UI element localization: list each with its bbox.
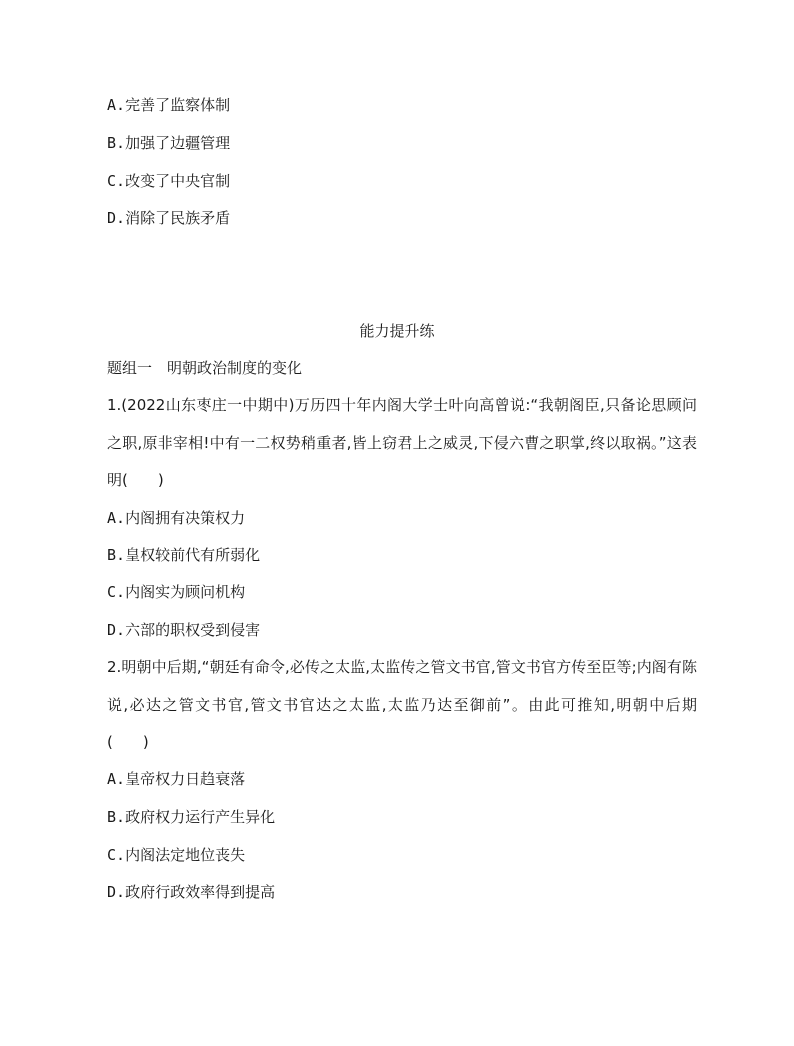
option-letter: D. bbox=[107, 209, 126, 227]
q1-option-d bbox=[107, 620, 260, 640]
option-letter: C. bbox=[107, 172, 126, 190]
option-text: 完善了监察体制 bbox=[125, 96, 231, 114]
option-letter: A. bbox=[107, 96, 126, 114]
option-text: 皇帝权力日趋衰落 bbox=[125, 770, 246, 788]
option-text: 政府权力运行产生异化 bbox=[125, 808, 276, 826]
q2-option-c bbox=[107, 845, 245, 865]
option-letter: B. bbox=[107, 546, 126, 564]
prev-option-d bbox=[107, 208, 230, 228]
option-letter: B. bbox=[107, 134, 126, 152]
option-letter: A. bbox=[107, 770, 126, 788]
q2-option-a bbox=[107, 769, 245, 789]
option-letter: B. bbox=[107, 808, 126, 826]
q1-option-c bbox=[107, 582, 245, 602]
option-text: 六部的职权受到侵害 bbox=[125, 621, 261, 639]
option-letter: C. bbox=[107, 583, 126, 601]
q2-option-b bbox=[107, 807, 275, 827]
option-text: 改变了中央官制 bbox=[125, 172, 231, 190]
option-text: 内阁法定地位丧失 bbox=[125, 846, 246, 864]
option-letter: D. bbox=[107, 883, 126, 901]
option-text: 皇权较前代有所弱化 bbox=[125, 546, 261, 564]
option-text: 消除了民族矛盾 bbox=[125, 209, 231, 227]
option-text: 加强了边疆管理 bbox=[125, 134, 231, 152]
group-title: 题组一 明朝政治制度的变化 bbox=[107, 359, 303, 377]
question-2-stem: 2.明朝中后期,“朝廷有命令,必传之太监,太监传之管文书官,管文书官方传至臣等;内阁有陈说,必达之管文书官,管文书官达之太监,太监乃达至御前”。由此可推知,明朝中后期 ( ) bbox=[107, 658, 713, 751]
option-letter: A. bbox=[107, 509, 126, 527]
option-letter: D. bbox=[107, 621, 126, 639]
question-1-stem: 1.(2022山东枣庄一中期中)万历四十年内阁大学士叶向高曾说:“我朝阁臣,只备论思顾问之职,原非宰相!中有一二权势稍重者,皆上窃君上之威灵,下侵六曹之职掌,终以取祸。”这表明( ) bbox=[107, 396, 697, 489]
section-title: 能力提升练 bbox=[359, 322, 435, 340]
prev-option-c bbox=[107, 171, 230, 191]
prev-option-b bbox=[107, 133, 230, 153]
prev-option-a bbox=[107, 95, 230, 115]
q1-option-b bbox=[107, 545, 260, 565]
option-text: 内阁实为顾问机构 bbox=[125, 583, 246, 601]
option-letter: C. bbox=[107, 846, 126, 864]
q1-option-a bbox=[107, 508, 245, 528]
option-text: 政府行政效率得到提高 bbox=[125, 883, 276, 901]
q2-option-d bbox=[107, 882, 275, 902]
option-text: 内阁拥有决策权力 bbox=[125, 509, 246, 527]
